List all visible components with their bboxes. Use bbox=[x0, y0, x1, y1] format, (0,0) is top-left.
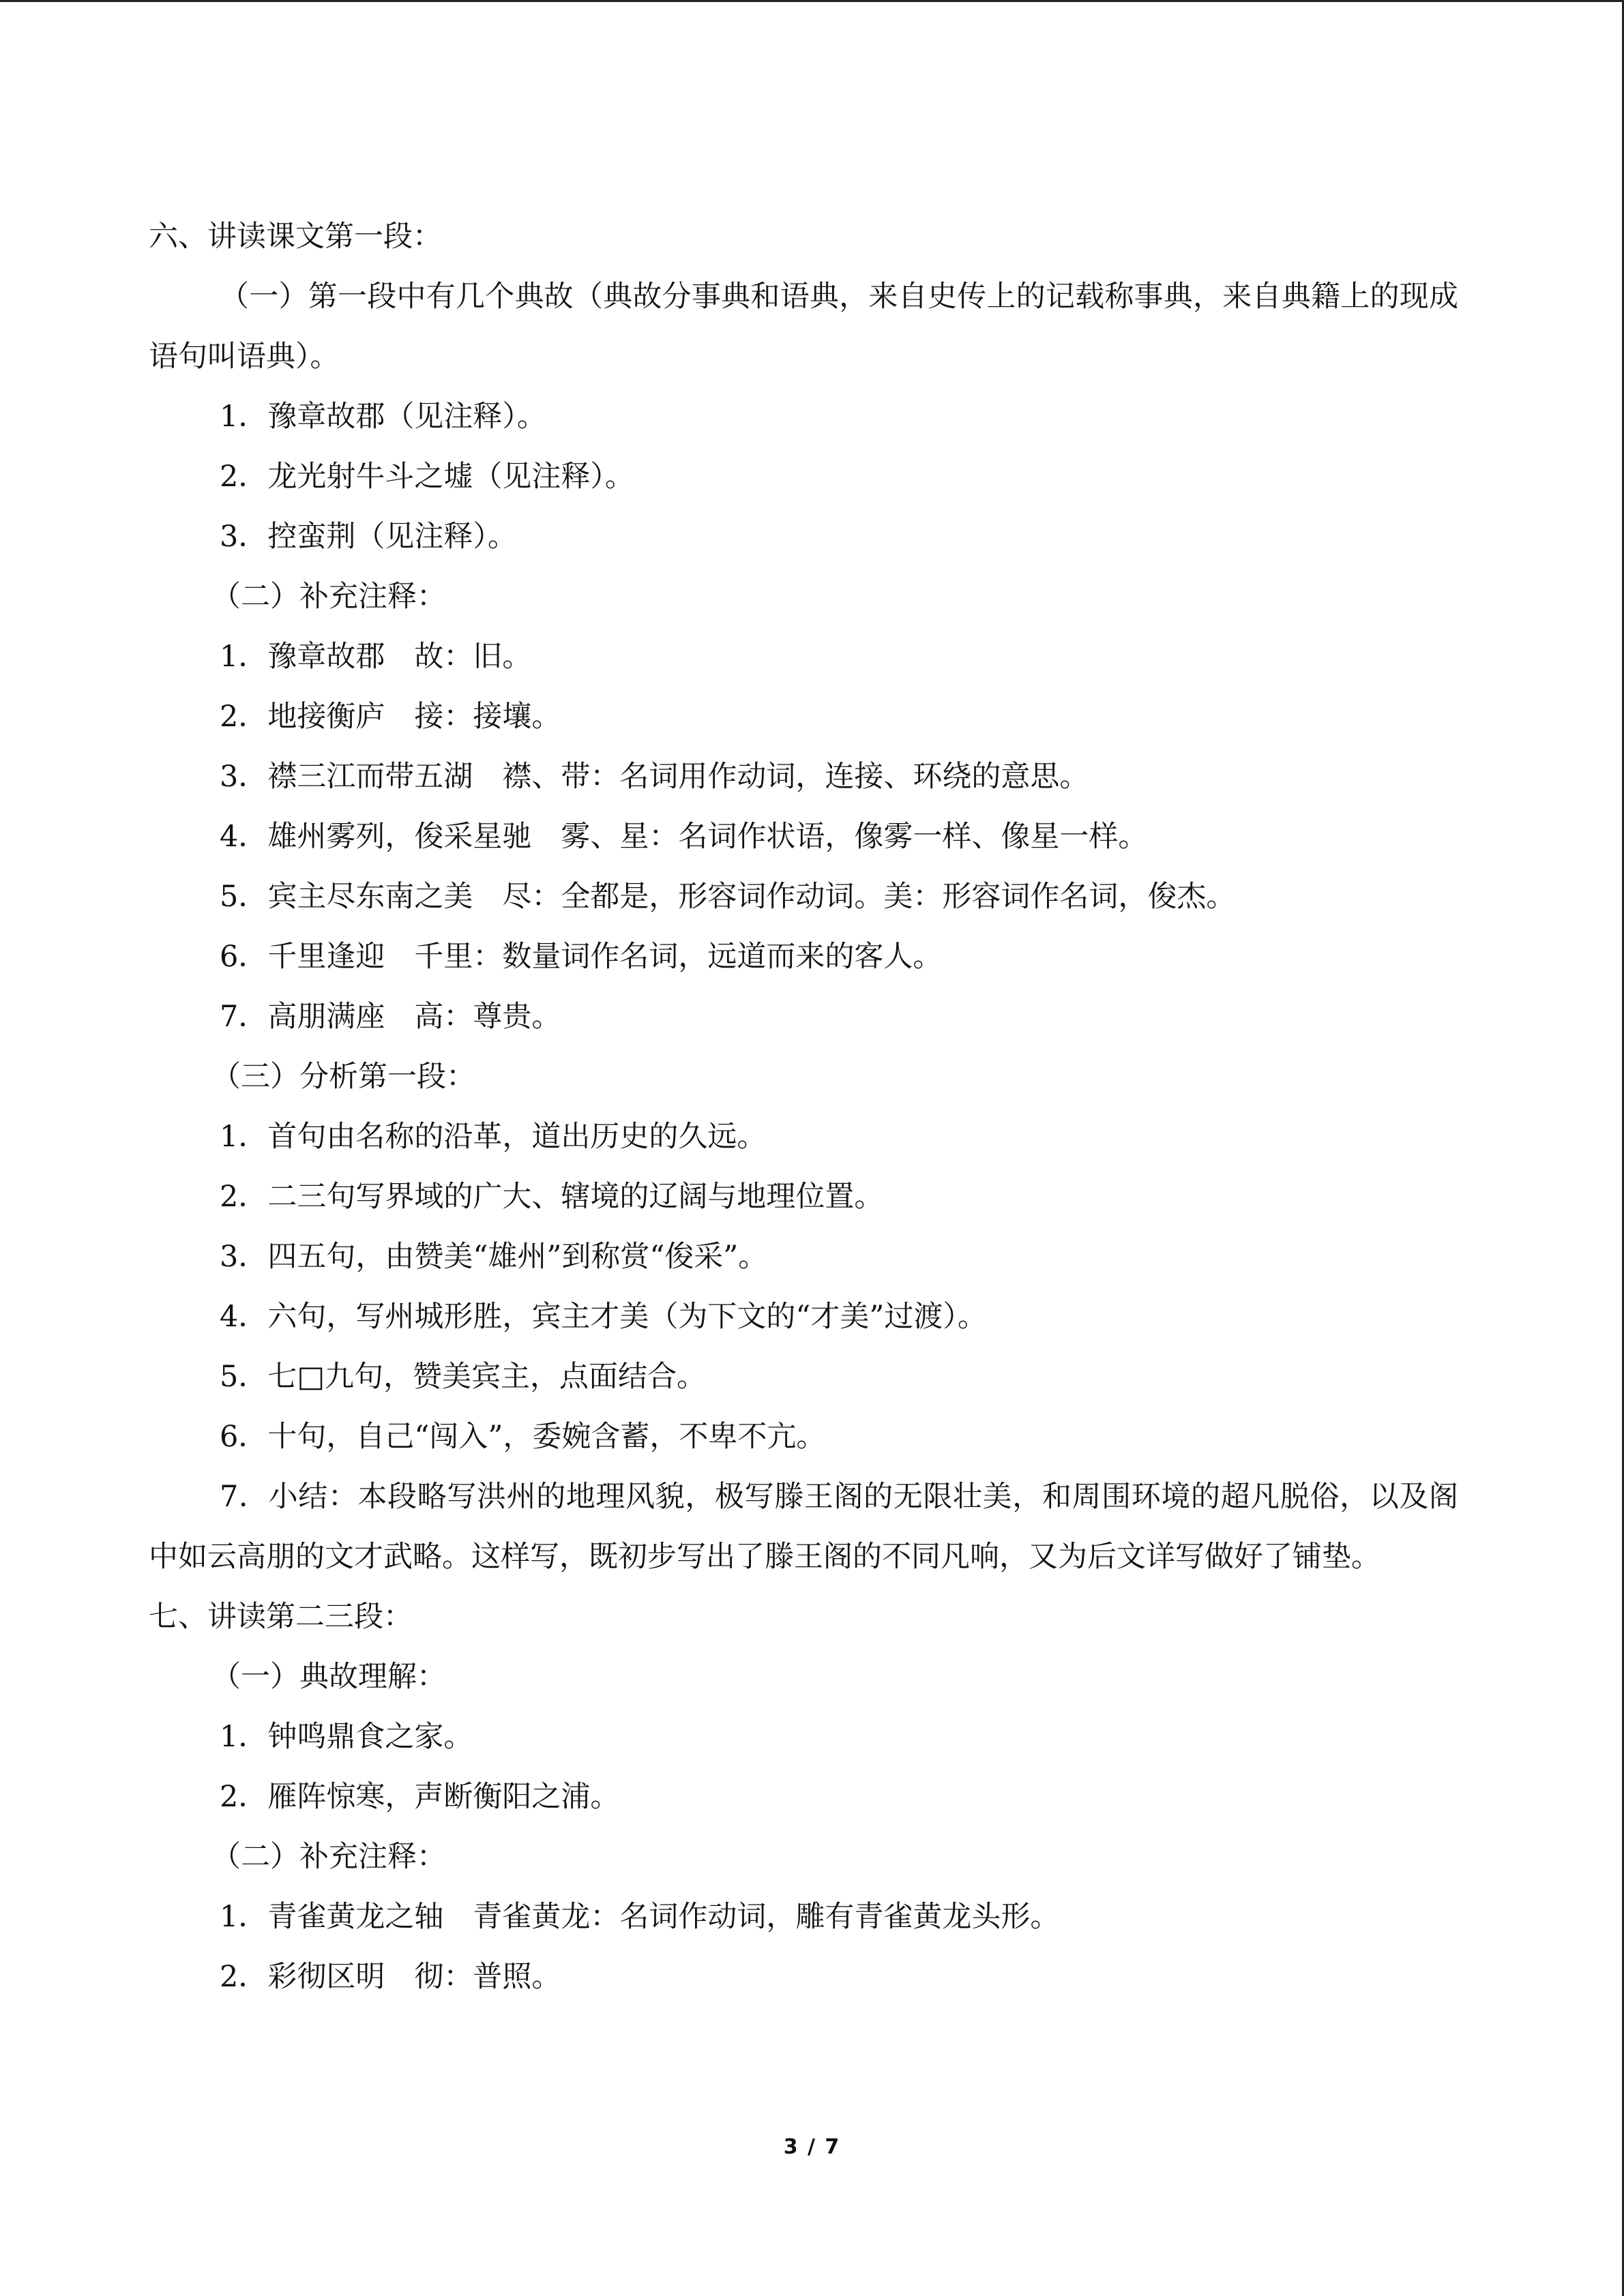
list-item: 5．七□九句，赞美宾主，点面结合。 bbox=[220, 1360, 706, 1394]
page-number: 3 / 7 bbox=[783, 2135, 841, 2159]
list-item: 3．控蛮荆（见注释）。 bbox=[220, 520, 517, 554]
list-item: 2．彩彻区明 彻：普照。 bbox=[220, 1960, 561, 1994]
subsection-heading: （一）典故理解： bbox=[211, 1660, 446, 1694]
paragraph-summary: 7．小结：本段略写洪州的地理风貌，极写滕王阁的无限壮美，和周围环境的超凡脱俗，以及阁中如云高朋的文才武略。这样写，既初步写出了滕王阁的不同凡响，又为后文详写做好了铺垫。 bbox=[149, 1480, 1458, 1574]
document-body bbox=[149, 207, 1458, 2007]
list-item: 3．四五句，由赞美“雄州”到称赏“俊采”。 bbox=[220, 1240, 768, 1274]
list-item: 7．高朋满座 高：尊贵。 bbox=[220, 1000, 561, 1034]
list-item: 2．二三句写界域的广大、辖境的辽阔与地理位置。 bbox=[220, 1180, 884, 1214]
subsection-heading: （二）补充注释： bbox=[211, 1840, 446, 1874]
list-item: 5．宾主尽东南之美 尽：全都是，形容词作动词。美：形容词作名词，俊杰。 bbox=[220, 880, 1236, 914]
section-heading-7: 七、讲读第二三段： bbox=[149, 1600, 413, 1634]
list-item: 4．雄州雾列，俊采星驰 雾、星：名词作状语，像雾一样、像星一样。 bbox=[220, 820, 1148, 854]
list-item: 1．豫章故郡 故：旧。 bbox=[220, 640, 532, 674]
list-item: 6．十句，自己“闯入”，委婉含蓄，不卑不亢。 bbox=[220, 1420, 826, 1454]
list-item: 1．首句由名称的沿革，道出历史的久远。 bbox=[220, 1120, 767, 1154]
list-item: 2．龙光射牛斗之墟（见注释）。 bbox=[220, 460, 634, 494]
subsection-heading: （三）分析第一段： bbox=[211, 1060, 475, 1094]
subsection-heading: （二）补充注释： bbox=[211, 580, 446, 614]
section-heading-6: 六、讲读课文第一段： bbox=[149, 220, 442, 254]
list-item: 3．襟三江而带五湖 襟、带：名词用作动词，连接、环绕的意思。 bbox=[220, 760, 1089, 794]
list-item: 6．千里逢迎 千里：数量词作名词，远道而来的客人。 bbox=[220, 940, 943, 974]
list-item: 2．地接衡庐 接：接壤。 bbox=[220, 700, 561, 734]
list-item: 1．青雀黄龙之轴 青雀黄龙：名词作动词，雕有青雀黄龙头形。 bbox=[220, 1900, 1060, 1934]
list-item: 1．豫章故郡（见注释）。 bbox=[220, 400, 546, 434]
list-item: 2．雁阵惊寒，声断衡阳之浦。 bbox=[220, 1780, 620, 1814]
list-item: 4．六句，写州城形胜，宾主才美（为下文的“才美”过渡）。 bbox=[220, 1300, 987, 1334]
paragraph-allusions-intro: （一）第一段中有几个典故（典故分事典和语典，来自史传上的记载称事典，来自典籍上的现成语句叫语典）。 bbox=[149, 280, 1458, 374]
list-item: 1．钟鸣鼎食之家。 bbox=[220, 1720, 473, 1754]
